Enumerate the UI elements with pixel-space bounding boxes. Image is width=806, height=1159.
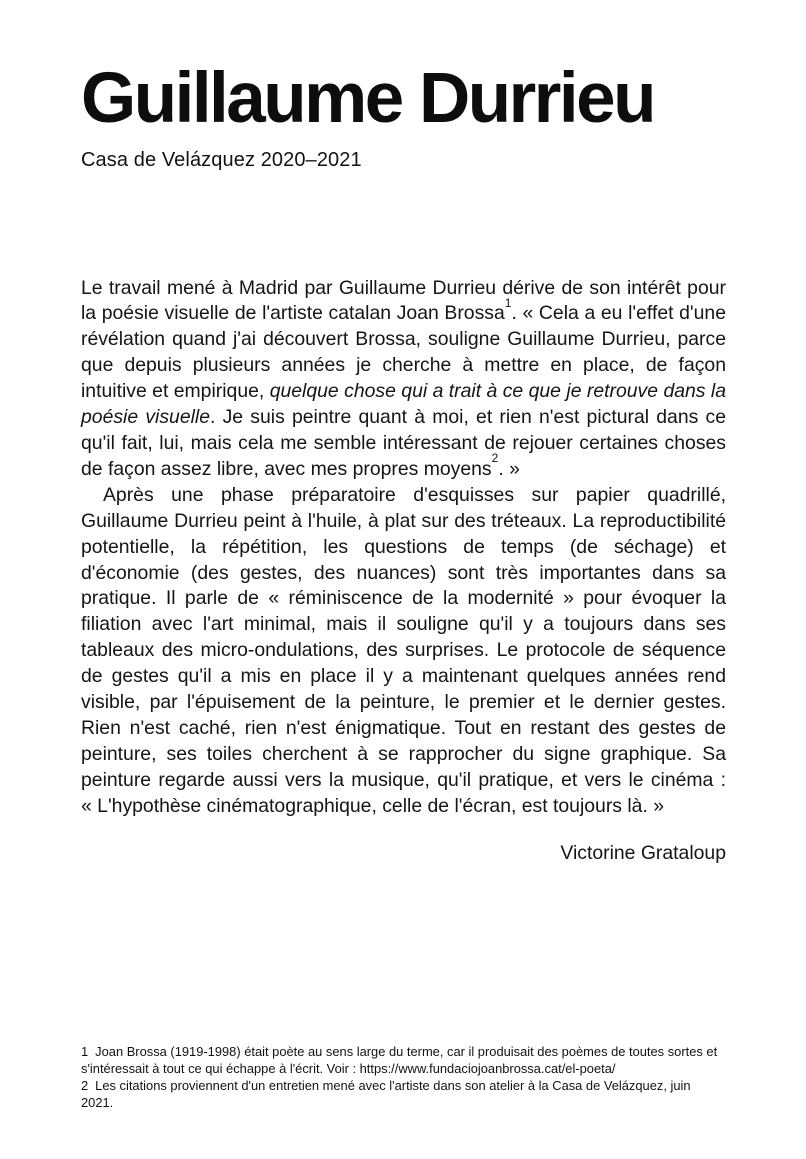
article-body	[81, 276, 726, 820]
footnote-1-marker: 1	[81, 1044, 89, 1060]
footnote-1	[81, 1044, 726, 1078]
paragraph-1-italic-segment: quelque chose qui a trait à ce que je retrouve dans la poésie visuelle	[81, 380, 726, 429]
footnotes-section	[81, 1044, 726, 1112]
body-paragraph-2: Après une phase préparatoire d'esquisses sur papier quadrillé, Guillaume Durrieu peint à l'huile, à plat sur des tréteaux. La reproductibilité potentielle, la répétition, les questions de temps (de séchage) et d'économie (des gestes, des nuances) sont très importantes dans sa pratique. Il parle de « réminiscence de la modernité » pour évoquer la filiation avec l'art minimal, mais il souligne qu'il y a toujours dans ses tableaux des micro-ondulations, des surprises. Le protocole de séquence de gestes qu'il a mis en place il y a maintenant quelques années rend visible, par l'épuisement de la peinture, le premier et le dernier gestes. Rien n'est caché, rien n'est énigmatique. Tout en restant des gestes de peinture, ses toiles cherchent à se rapprocher du signe graphique. Sa peinture regarde aussi vers la musique, qu'il pratique, et vers le cinéma : « L'hypothèse cinématographique, celle de l'écran, est toujours là. »	[81, 483, 726, 817]
paragraph-1-quote-start: . « Cela a eu l'effet d'une révélation quand j'ai découvert Brossa, souligne Guillaume Durrieu, parce que depuis plusieurs années je cherche à mettre en place, de façon intuitive et empirique,	[81, 302, 726, 403]
body-paragraph-1	[81, 276, 726, 483]
footnote-2-text: Les citations proviennent d'un entretien mené avec l'artiste dans son atelier à la Casa de Velázquez, juin 2021.	[81, 1078, 691, 1111]
footnote-ref-2: 2	[491, 451, 499, 466]
footnote-2-marker: 2	[81, 1078, 89, 1094]
paragraph-1-closing: . »	[498, 457, 520, 480]
author-signature: Victorine Grataloup	[560, 841, 726, 864]
footnote-2	[81, 1078, 726, 1112]
page-subtitle: Casa de Velázquez 2020–2021	[81, 148, 362, 171]
page-title: Guillaume Durrieu	[81, 59, 654, 138]
page-content	[0, 59, 806, 866]
footnote-1-text: Joan Brossa (1919-1998) était poète au sens large du terme, car il produisait des poèmes de toutes sortes et s'intéressait à tout ce qui échappe à l'écrit. Voir : https://www.fundaciojoanbrossa.cat/el-poeta/	[81, 1044, 718, 1077]
paragraph-1-text: Le travail mené à Madrid par Guillaume Durrieu dérive de son intérêt pour la poésie visuelle de l'artiste catalan Joan Brossa	[81, 276, 726, 325]
footnote-ref-1: 1	[504, 295, 512, 310]
paragraph-1-quote-end: . Je suis peintre quant à moi, et rien n'est pictural dans ce qu'il fait, lui, mais cela me semble intéressant de rejouer certaines choses de façon assez libre, avec mes propres moyens	[81, 406, 726, 480]
